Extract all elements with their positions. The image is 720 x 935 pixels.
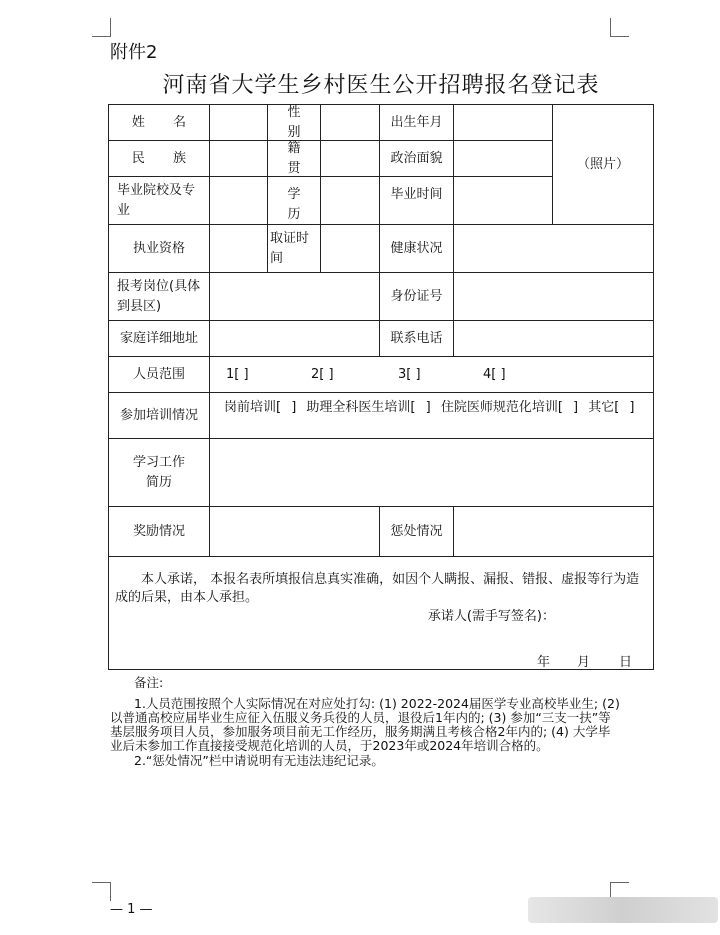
page-number: — 1 — [110,902,153,917]
scope-option-2[interactable]: 2[ ] [311,367,334,382]
phone-label: 联系电话 [380,321,454,357]
name-label: 姓 名 [109,105,210,141]
date-day: 日 [619,655,633,670]
ethnicity-field[interactable] [210,141,268,177]
native-label: 籍 贯 [268,141,321,177]
school-label: 毕业院校及专业 [109,177,210,225]
crop-mark-top-left [92,18,111,37]
award-label: 奖励情况 [109,507,210,557]
cert-time-label: 取证时间 [268,225,321,273]
native-field[interactable] [321,141,380,177]
crop-mark-bottom-left [92,882,111,901]
id-label: 身份证号 [380,273,454,321]
date-month: 月 [577,655,591,670]
cert-time-field[interactable] [321,225,380,273]
gender-label: 性 别 [268,105,321,141]
pledge-text: 本人承诺， 本报名表所填报信息真实准确，如因个人瞒报、漏报、错报、虚报等行为造成的后果，由本人承担。 [115,572,640,605]
gender-field[interactable] [321,105,380,141]
political-label: 政治面貌 [380,141,454,177]
scope-label: 人员范围 [109,357,210,393]
punish-field[interactable] [454,507,653,557]
photo-label: （照片） [576,156,629,172]
notes-heading: 备注: [134,675,164,690]
position-field[interactable] [210,273,380,321]
note-2: 2.“惩处情况”栏中请说明有无违法违纪记录。 [134,753,384,768]
id-field[interactable] [454,273,653,321]
crop-mark-top-right [610,18,629,37]
training-label: 参加培训情况 [109,393,210,439]
resume-label: 学习工作简历 [109,439,210,507]
date-year: 年 [537,655,551,670]
attachment-label: 附件2 [110,42,158,63]
address-label: 家庭详细地址 [109,321,210,357]
phone-field[interactable] [454,321,653,357]
photo-box[interactable] [553,105,653,225]
resume-field[interactable] [210,439,653,507]
birth-field[interactable] [454,105,553,141]
award-field[interactable] [210,507,380,557]
license-label: 执业资格 [109,225,210,273]
education-label: 学 历 [268,177,321,225]
pledge-section [109,557,653,669]
grad-time-field[interactable] [454,177,553,225]
note-1: 1.人员范围按照个人实际情况在对应处打勾: (1) 2022-2024届医学专业高校毕业生; (2) 以普通高校应届毕业生应征入伍服义务兵役的人员，退役后1年内的; (3) 参加“三支一扶”等基层服务项目人员，参加服务项目前无工作经历，服务期满且考核合格2年内的; (4) 大学毕业后未参加工作直接接受规范化培训的人员，于2023年或2024年培训合格的。 [110,696,620,753]
position-label: 报考岗位(具体到县区) [109,273,210,321]
page-title: 河南省大学生乡村医生公开招聘报名登记表 [162,73,600,98]
school-field[interactable] [210,177,268,225]
education-field[interactable] [321,177,380,225]
address-field[interactable] [210,321,380,357]
health-label: 健康状况 [380,225,454,273]
grad-time-label: 毕业时间 [380,177,454,225]
scope-options [210,357,653,393]
signature-label: 承诺人(需手写签名)： [427,609,555,624]
registration-form [108,104,654,670]
blurred-watermark [528,897,718,923]
name-field[interactable] [210,105,268,141]
notes-section [110,676,620,768]
political-field[interactable] [454,141,553,177]
scope-option-3[interactable]: 3[ ] [398,367,421,382]
training-options[interactable]: 岗前培训[ ] 助理全科医生培训[ ] 住院医师规范化培训[ ] 其它[ ] [210,393,653,439]
birth-label: 出生年月 [380,105,454,141]
scope-option-4[interactable]: 4[ ] [483,367,506,382]
punish-label: 惩处情况 [380,507,454,557]
scope-option-1[interactable]: 1[ ] [226,367,249,382]
ethnicity-label: 民 族 [109,141,210,177]
health-field[interactable] [454,225,653,273]
license-field[interactable] [210,225,268,273]
